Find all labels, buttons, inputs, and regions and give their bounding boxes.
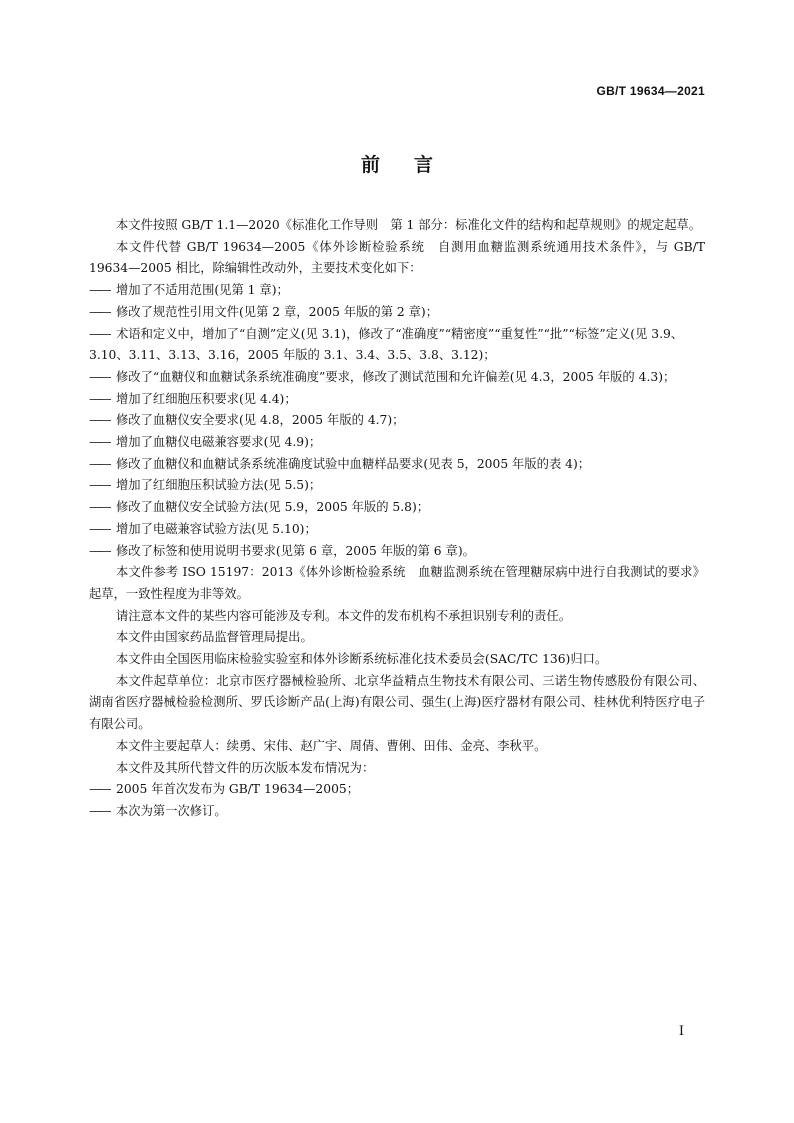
document-body — [89, 215, 705, 823]
list-item-text: 术语和定义中，增加了“自测”定义(见 3.1)，修改了“准确度”“精密度”“重复性”“批”“标签”定义(见 3.9、3.10、3.11、3.13、3.16，2005 年版的 3.1、3.4、3.5、3.8、3.12)； — [89, 326, 684, 363]
list-item — [89, 779, 705, 801]
list-item-text: 修改了血糖仪和血糖试条系统准确度试验中血糖样品要求(见表 5，2005 年版的表 4)； — [116, 456, 591, 471]
list-item — [89, 497, 705, 519]
dash-mark: —— — [89, 283, 110, 298]
paragraph-reference: 本文件参考 ISO 15197：2013《体外诊断检验系统 血糖监测系统在管理糖尿病中进行自我测试的要求》起草，一致性程度为非等效。 — [89, 565, 705, 601]
dash-mark: —— — [89, 391, 110, 406]
list-item — [89, 389, 705, 411]
list-item-text: 修改了血糖仪安全试验方法(见 5.9，2005 年版的 5.8)； — [116, 500, 430, 515]
dash-mark: —— — [89, 803, 110, 818]
list-item — [89, 324, 705, 367]
list-item-text: 增加了红细胞压积试验方法(见 5.5)； — [116, 478, 322, 493]
history-list — [89, 779, 705, 822]
list-item — [89, 475, 705, 497]
title-char-1: 前 — [360, 154, 380, 176]
list-item-text: 修改了血糖仪安全要求(见 4.8，2005 年版的 4.7)； — [116, 413, 405, 428]
dash-mark: —— — [89, 500, 110, 515]
list-item-text: 增加了血糖仪电磁兼容要求(见 4.9)； — [116, 435, 322, 450]
dash-mark: —— — [89, 369, 110, 384]
dash-mark: —— — [89, 478, 110, 493]
page-number: I — [678, 1024, 684, 1039]
dash-mark: —— — [89, 543, 110, 558]
changes-list — [89, 280, 705, 562]
list-item — [89, 410, 705, 432]
standard-number: GB/T 19634—2021 — [596, 84, 705, 98]
dash-mark: —— — [89, 413, 110, 428]
list-item-text: 修改了规范性引用文件(见第 2 章，2005 年版的第 2 章)； — [116, 304, 439, 319]
paragraph-replaces: 本文件代替 GB/T 19634—2005《体外诊断检验系统 自测用血糖监测系统通用技术条件》，与 GB/T 19634—2005 相比，除编辑性改动外，主要技术变化如下： — [89, 239, 705, 276]
list-item-text: 修改了“血糖仪和血糖试条系统准确度”要求，修改了测试范围和允许偏差(见 4.3，2005 年版的 4.3)； — [116, 369, 676, 384]
title-char-2: 言 — [414, 154, 434, 176]
dash-mark: —— — [89, 521, 110, 536]
paragraph-drafting-units: 本文件起草单位：北京市医疗器械检验所、北京华益精点生物技术有限公司、三诺生物传感股份有限公司、湖南省医疗器械检验检测所、罗氏诊断产品(上海)有限公司、强生(上海)医疗器材有限公司、桂林优利特医疗电子有限公司。 — [89, 673, 705, 732]
list-item-text: 增加了不适用范围(见第 1 章)； — [116, 283, 289, 298]
list-item — [89, 519, 705, 541]
list-item — [89, 801, 705, 823]
list-item — [89, 302, 705, 324]
list-item-text: 增加了电磁兼容试验方法(见 5.10)； — [116, 521, 317, 536]
paragraph-drafting-rule: 本文件按照 GB/T 1.1—2020《标准化工作导则 第 1 部分：标准化文件的结构和起草规则》的规定起草。 — [116, 218, 702, 232]
list-item-text: 增加了红细胞压积要求(见 4.4)； — [116, 391, 297, 406]
dash-mark: —— — [89, 304, 110, 319]
page-title — [0, 150, 794, 177]
dash-mark: —— — [89, 326, 110, 341]
paragraph-committee: 本文件由全国医用临床检验实验室和体外诊断系统标准化技术委员会(SAC/TC 136)归口。 — [116, 652, 608, 667]
list-item — [89, 432, 705, 454]
list-item — [89, 454, 705, 476]
paragraph-drafters: 本文件主要起草人：续勇、宋伟、赵广宇、周倩、曹俐、田伟、金亮、李秋平。 — [116, 738, 547, 753]
list-item — [89, 367, 705, 389]
paragraph-proposer: 本文件由国家药品监督管理局提出。 — [116, 630, 313, 645]
paragraph-patent-notice: 请注意本文件的某些内容可能涉及专利。本文件的发布机构不承担识别专利的责任。 — [116, 608, 571, 623]
list-item-text: 本次为第一次修订。 — [116, 803, 227, 818]
dash-mark: —— — [89, 435, 110, 450]
list-item-text: 修改了标签和使用说明书要求(见第 6 章，2005 年版的第 6 章)。 — [116, 543, 475, 558]
list-item — [89, 280, 705, 302]
list-item — [89, 541, 705, 563]
dash-mark: —— — [89, 782, 110, 797]
dash-mark: —— — [89, 456, 110, 471]
list-item-text: 2005 年首次发布为 GB/T 19634—2005； — [116, 782, 360, 797]
paragraph-history-intro: 本文件及其所代替文件的历次版本发布情况为： — [116, 760, 375, 775]
